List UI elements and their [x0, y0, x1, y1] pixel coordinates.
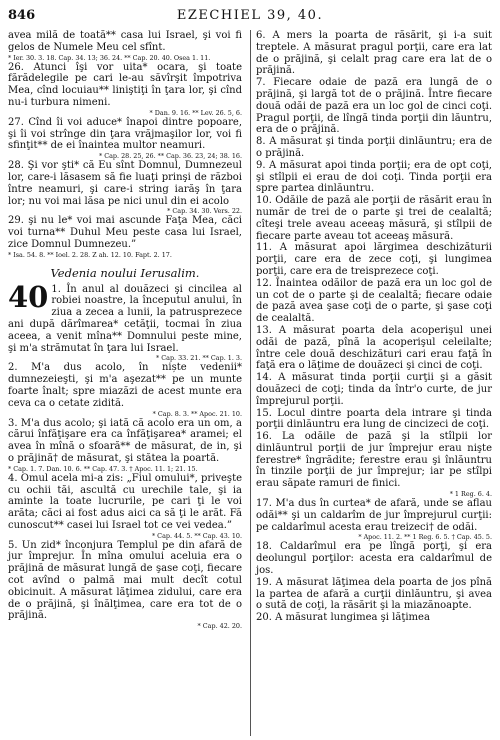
verse-paragraph: 7. Fiecare odaie de pază era lungă de o prăjină, şi largă tot de o prăjină. Între fiecare două odăi de pază era un loc gol de cinci coţi. Pragul porţii, de lîngă tinda porţii din lăuntru, era de o prăjină.	[256, 77, 492, 136]
verse-paragraph: 26. Atunci îşi vor uita* ocara, şi toate fărădelegile pe cari le-au săvîrşit împotriva Mea, cînd locuiau** liniştiţi în ţara lor, şi cînd nu-i turbura nimeni.	[8, 61, 242, 108]
section-heading: Vedenia noului Ierusalim.	[50, 265, 200, 280]
verse-paragraph: 6. A mers la poarta de răsărit, şi i-a suit treptele. A măsurat pragul porţii, care era lat de o prăjină, şi celalt prag care era lat de o prăjină.	[256, 30, 492, 77]
cross-reference: * Cap. 1. 7. Dan. 10. 6. ** Cap. 47. 3. † Apoc. 11. 1; 21. 15.	[8, 464, 198, 473]
cross-reference: * Cap. 33. 21. ** Cap. 1. 3.	[156, 354, 242, 363]
verse-paragraph: 20. A măsurat lungimea şi lăţimea	[256, 612, 430, 624]
cross-reference: * Isa. 54. 8. ** Ioel. 2. 28. Z ah. 12. 10. Fapt. 2. 17.	[8, 250, 172, 259]
verse-paragraph: 15. Locul dintre poarta dela intrare şi tinda porţii dinlăuntru era lung de cincizeci de coţi.	[256, 407, 492, 431]
verse-paragraph: 19. A măsurat lăţimea dela poarta de jos pînă la partea de afară a curţii dinlăuntru, şi avea o sută de coţi, la răsărit şi la miazănoapte.	[256, 576, 492, 612]
verse-paragraph: 14. A măsurat tinda porţii curţii şi a găsit douăzeci de coţi; tinda da într'o curte, de jur împrejurul porţii.	[256, 372, 492, 407]
chapter-number: 40	[8, 279, 49, 314]
cross-reference: * Cap. 8. 3. ** Apoc. 21. 10.	[152, 409, 242, 418]
verse-paragraph: 27. Cînd îi voi aduce* înapoi dintre popoare, şi îi voi strînge din ţara vrăjmaşilor lor, voi fi sfinţit** de ei înaintea multor neamuri.	[8, 116, 242, 152]
page-number: 846	[8, 8, 36, 23]
verse-paragraph: 2. M'a dus acolo, în niște vedenii* dumnezeieşti, şi m'a aşezat** pe un munte foarte înalt; spre miazăzi de acest munte era ceva ca o cetate zidită.	[8, 362, 242, 409]
right-column	[256, 30, 492, 624]
verse-paragraph: avea milă de toată** casa lui Israel, şi voi fi gelos de Numele Meu cel sfînt.	[8, 30, 242, 53]
cross-reference: * 1 Reg. 6. 4.	[449, 490, 492, 499]
cross-reference: * Cap. 28. 25, 26. ** Cap. 36. 23, 24; 38. 16.	[98, 152, 242, 161]
verse-paragraph: 4. Omul acela mi-a zis: „Fiul omului*, priveşte cu ochii tăi, ascultă cu urechile tale, şi ia aminte la toate lucrurile, pe cari ţi le voi arăta; căci ai fost adus aici ca să ţi le arăt. Fă cunoscut** casei lui Israel tot ce vei vedea.”	[8, 472, 242, 531]
verse-paragraph: 12. Înaintea odăilor de pază era un loc gol de un cot de o parte şi de cealaltă; fiecare odaie de pază avea şase coţi de o parte, şi şase coţi de cealaltă.	[256, 277, 492, 325]
verse-text: 1. În anul al douăzeci şi cincilea al robiei noastre, la începutul anului, în ziua a zecea a lunii, la patrusprezece ani după dărîmarea* cetăţii, tocmai în ziua aceea, a venit mîna** Domnului peste mine, şi m'a strămutat în ţara lui Israel.	[8, 283, 242, 354]
verse-paragraph: 3. M'a dus acolo; şi iată că acolo era un om, a cărui înfăţişare era ca înfăţişarea* aramei; el avea în mînă o sfoară** de măsurat, de in, şi o prăjină† de măsurat, şi stătea la poartă.	[8, 417, 242, 464]
verse-paragraph: 29. şi nu le* voi mai ascunde Faţa Mea, căci voi turna** Duhul Meu peste casa lui Israel, zice Domnul Dumnezeu.”	[8, 215, 242, 250]
verse-paragraph: 5. Un zid* înconjura Templul pe din afară de jur împrejur. În mîna omului aceluia era o prăjină de măsurat lungă de şase coţi, fiecare cot avînd o palmă mai mult decît cotul obicinuit. A măsurat lăţimea zidului, care era de o prăjină, şi înălţimea, care era tot de o prăjină.	[8, 539, 242, 622]
cross-reference: * Cap. 34. 30. Vers. 22.	[167, 207, 242, 216]
verse-paragraph: 16. La odăile de pază şi la stîlpii lor dinlăuntrul porţii de jur împrejur erau nişte ferestre* îngrădite; ferestre erau şi înlăuntru în tinzile porţii de jur împrejur; iar pe stîlpi erau săpate ramuri de finici.	[256, 431, 492, 490]
cross-reference: * Apoc. 11. 2. ** 1 Reg. 6. 5. † Cap. 45. 5.	[358, 533, 492, 542]
verse-paragraph: 10. Odăile de pază ale porţii de răsărit erau în număr de trei de o parte şi trei de cealaltă; cîteşi trele aveau aceeaş măsură, şi stîlpii de fiecare parte aveau tot aceeaş măsură.	[256, 195, 492, 242]
verse-paragraph: 8. A măsurat şi tinda porţii dinlăuntru; era de o prăjină.	[256, 136, 492, 159]
verse-paragraph: 11. A măsurat apoi lărgimea deschizăturii porţii, care era de zece coţi, şi lungimea porţii, care era de treisprezece coţi.	[256, 242, 492, 277]
cross-reference: * Cap. 44. 5. ** Cap. 43. 10.	[151, 531, 242, 540]
left-column	[8, 30, 242, 630]
verse-paragraph: 28. Şi vor şti* că Eu sînt Domnul, Dumnezeul lor, care-i lăsasem să fie luaţi prinşi de război între neamuri, şi care-i string iarăş în ţara lor; nu voi mai lăsa pe nici unul din ei acolo	[8, 160, 242, 207]
running-head: EZECHIEL 39, 40.	[176, 8, 324, 23]
verse-paragraph: 13. A măsurat poarta dela acoperişul unei odăi de pază, pînă la acoperişul celeilalte; între cele două deschizături cari erau faţă în faţă era o lăţime de douăzeci şi cinci de coţi.	[256, 324, 492, 372]
cross-reference: * Cap. 42. 20.	[197, 622, 242, 631]
column-divider	[250, 30, 251, 736]
verse-paragraph: 18. Caldarîmul era pe lîngă porţi, şi era deolungul porţilor: acesta era caldarîmul de jos.	[256, 541, 492, 577]
page-header	[8, 8, 492, 28]
chapter-opening-paragraph	[8, 279, 242, 355]
verse-paragraph: 17. M'a dus în curtea* de afară, unde se aflau odăi** şi un caldarîm de jur împrejurul curţii: pe caldarîmul acesta erau treizeci† de odăi.	[256, 498, 492, 533]
cross-reference: * Ier. 30. 3. 18. Cap. 34. 13; 36. 24. ** Cap. 20. 40. Osea 1. 11.	[8, 53, 211, 62]
verse-paragraph: 9. A măsurat apoi tinda porţii; era de opt coţi, şi stîlpii ei erau de doi coţi. Tinda porţii era spre partea dinlăuntru.	[256, 159, 492, 195]
cross-reference: * Dan. 9. 16. ** Lev. 26. 5, 6.	[149, 108, 242, 117]
